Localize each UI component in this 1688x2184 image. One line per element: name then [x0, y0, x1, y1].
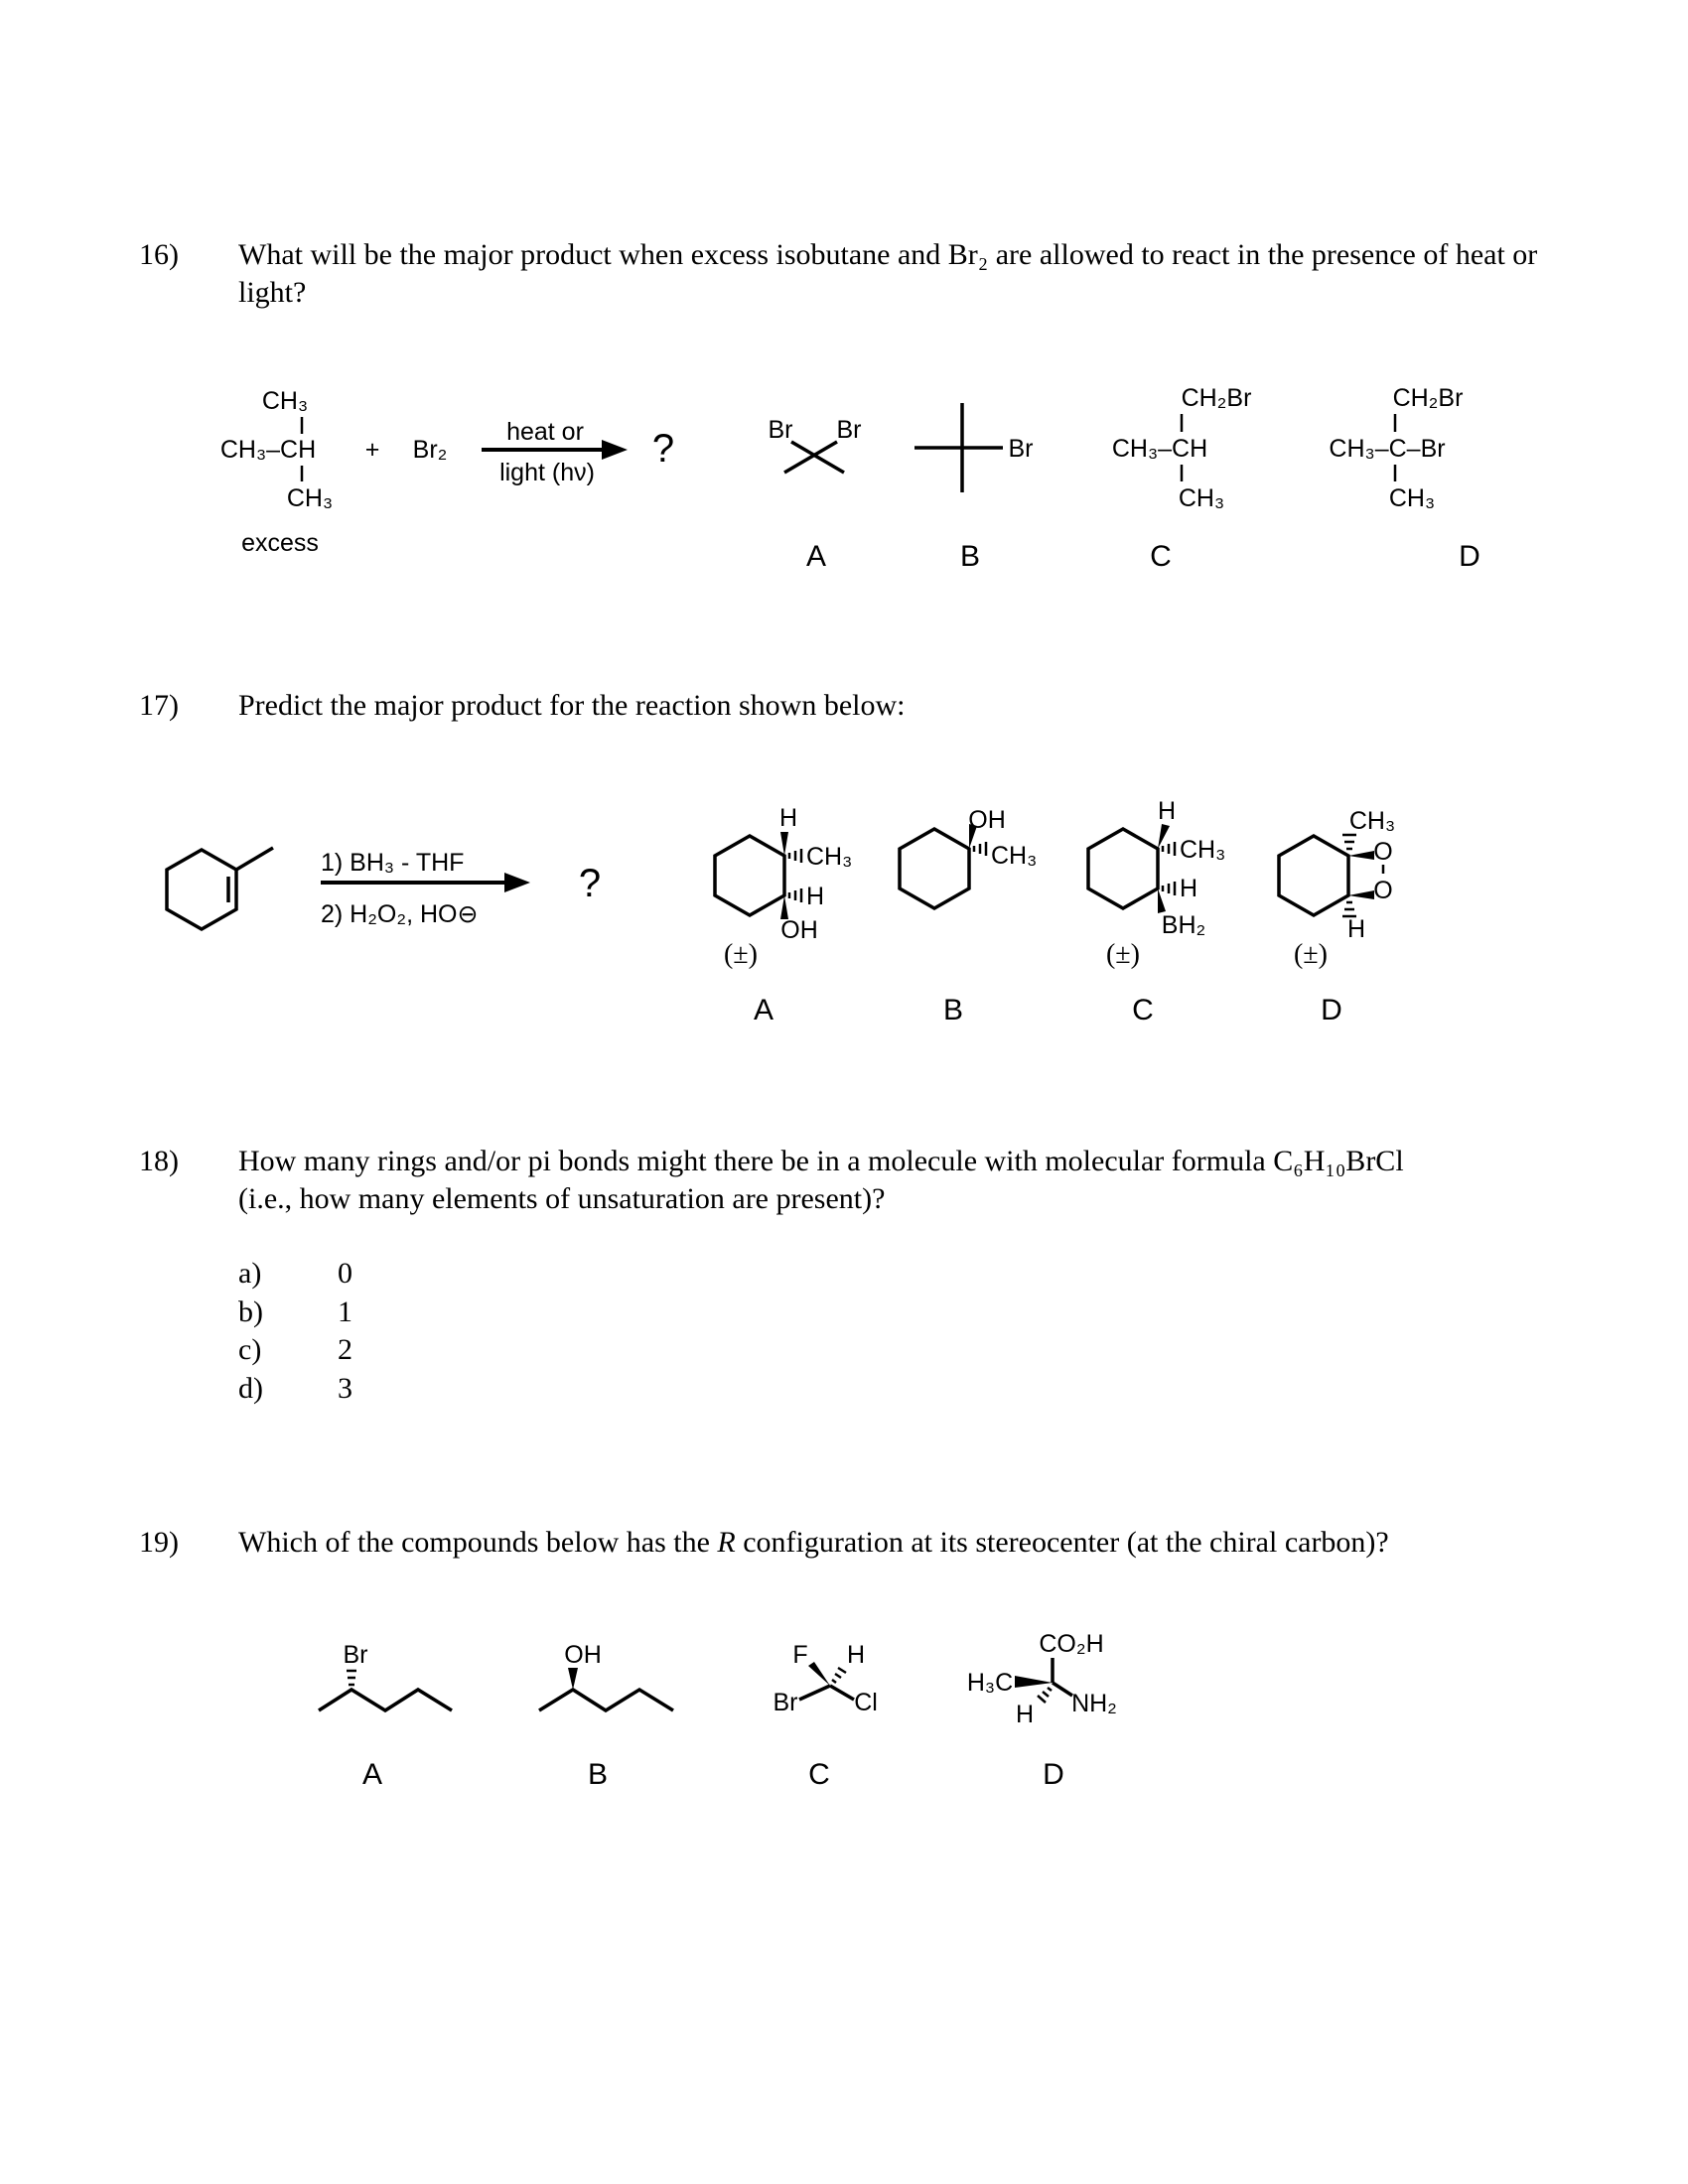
reagent-br2: Br₂: [412, 436, 448, 464]
choice-label: B: [959, 540, 981, 573]
unknown-product: ?: [651, 427, 675, 471]
carboxyl-group: CO₂H: [1039, 1630, 1104, 1658]
unknown-product: ?: [578, 862, 602, 905]
r-configuration: R: [717, 1526, 736, 1559]
choice-label: B: [587, 1758, 609, 1791]
fluorine: F: [792, 1641, 808, 1669]
methyl: CH₃: [1348, 807, 1396, 835]
choice-a-structure: [769, 416, 862, 573]
conditions-top: heat or: [506, 418, 584, 446]
main-chain: CH₃–C–Br: [1329, 435, 1446, 463]
methyl-bottom: CH₃: [286, 484, 334, 512]
choice-label: C: [808, 1758, 830, 1791]
choice-c-structure: [774, 1641, 878, 1791]
option-value: 2: [338, 1333, 352, 1366]
racemic-mark: (±): [723, 939, 759, 970]
step-2-reagent: 2) H₂O₂, HO⊖: [321, 900, 479, 928]
question-number: 16): [139, 238, 179, 271]
question-text-line1: How many rings and/or pi bonds might there be in a molecule with molecular formula C₆H₁₀BrCl: [238, 1145, 1404, 1177]
bromine: Br: [343, 1641, 368, 1669]
methyl: CH₃: [991, 842, 1038, 870]
excess-note: excess: [241, 529, 319, 557]
question-text-line2: (i.e., how many elements of unsaturation are present)?: [238, 1182, 886, 1215]
option-letter: b): [238, 1296, 263, 1328]
hydrogen: H: [846, 1641, 866, 1669]
racemic-mark: (±): [1105, 939, 1141, 970]
question-text: Predict the major product for the reaction shown below:: [238, 689, 906, 722]
option-value: 1: [338, 1296, 352, 1328]
hydroxyl: OH: [564, 1641, 602, 1669]
borane-group: BH₂: [1161, 911, 1206, 939]
ch2br-group: CH₂Br: [1181, 384, 1252, 412]
methyl: CH₃: [1178, 484, 1225, 512]
methyl: CH₃: [806, 843, 853, 871]
oxygen: O: [1373, 838, 1393, 866]
hydroxyl: OH: [968, 806, 1006, 834]
text-part: Which of the compounds below has the: [238, 1526, 718, 1559]
option-letter: a): [238, 1257, 262, 1290]
question-text: What will be the major product when excess isobutane and Br₂ are allowed to react in the presence of heat or light?: [238, 238, 1538, 309]
choice-b-structure: [539, 1641, 673, 1791]
hydrogen: H: [1180, 875, 1198, 902]
choice-a-structure: [319, 1641, 452, 1791]
methyl-top: CH₃: [261, 387, 309, 415]
hydrogen: H: [1346, 915, 1366, 943]
ch2br-group: CH₂Br: [1392, 384, 1464, 412]
choice-label: D: [1459, 540, 1480, 573]
choice-a-structure: [715, 804, 852, 1026]
choice-c-structure: [1112, 384, 1252, 573]
main-chain: CH₃–CH: [219, 436, 317, 464]
hydrogen: H: [778, 804, 798, 832]
bromine: Br: [1008, 435, 1034, 463]
option-value: 0: [338, 1257, 352, 1290]
question-number: 19): [139, 1526, 179, 1559]
hydrogen: H: [1157, 797, 1177, 825]
text-part: configuration at its stereocenter (at the chiral carbon)?: [735, 1526, 1389, 1559]
choice-b-structure: [900, 806, 1037, 1026]
plus-sign: +: [364, 436, 380, 464]
methylcyclohexene-structure: [167, 848, 273, 929]
choice-b-structure: [914, 403, 1034, 573]
conditions-bottom: light (hν): [499, 459, 595, 486]
methyl: CH₃: [1388, 484, 1436, 512]
methyl: H₃C: [966, 1669, 1014, 1697]
question-number: 18): [139, 1145, 179, 1177]
option-value: 3: [338, 1372, 352, 1405]
choice-label: D: [1321, 994, 1342, 1026]
choice-label: D: [1043, 1758, 1064, 1791]
methyl: CH₃: [1180, 836, 1226, 864]
option-letter: d): [238, 1372, 263, 1405]
option-letter: c): [238, 1333, 262, 1366]
hydroxyl: OH: [780, 916, 818, 944]
amino-group: NH₂: [1071, 1690, 1117, 1717]
bromine: Br: [768, 416, 793, 444]
choice-label: C: [1132, 994, 1154, 1026]
choice-label: A: [361, 1758, 383, 1791]
choice-label: A: [805, 540, 827, 573]
step-1-reagent: 1) BH₃ - THF: [321, 849, 465, 877]
choice-label: A: [753, 994, 774, 1026]
choice-label: B: [942, 994, 964, 1026]
isobutane-structure: [220, 387, 333, 557]
chlorine: Cl: [854, 1689, 878, 1716]
main-chain: CH₃–CH: [1111, 435, 1208, 463]
question-number: 17): [139, 689, 179, 722]
hydrogen: H: [1015, 1701, 1035, 1728]
bromine: Br: [836, 416, 862, 444]
choice-label: C: [1150, 540, 1172, 573]
choice-d-structure: [967, 1630, 1117, 1791]
choice-d-structure: [1279, 807, 1395, 1026]
racemic-mark: (±): [1293, 939, 1329, 970]
choice-c-structure: [1088, 797, 1225, 1026]
oxygen: O: [1373, 877, 1393, 904]
hydrogen: H: [806, 883, 825, 910]
bromine: Br: [773, 1689, 798, 1716]
choice-d-structure: [1329, 384, 1479, 573]
